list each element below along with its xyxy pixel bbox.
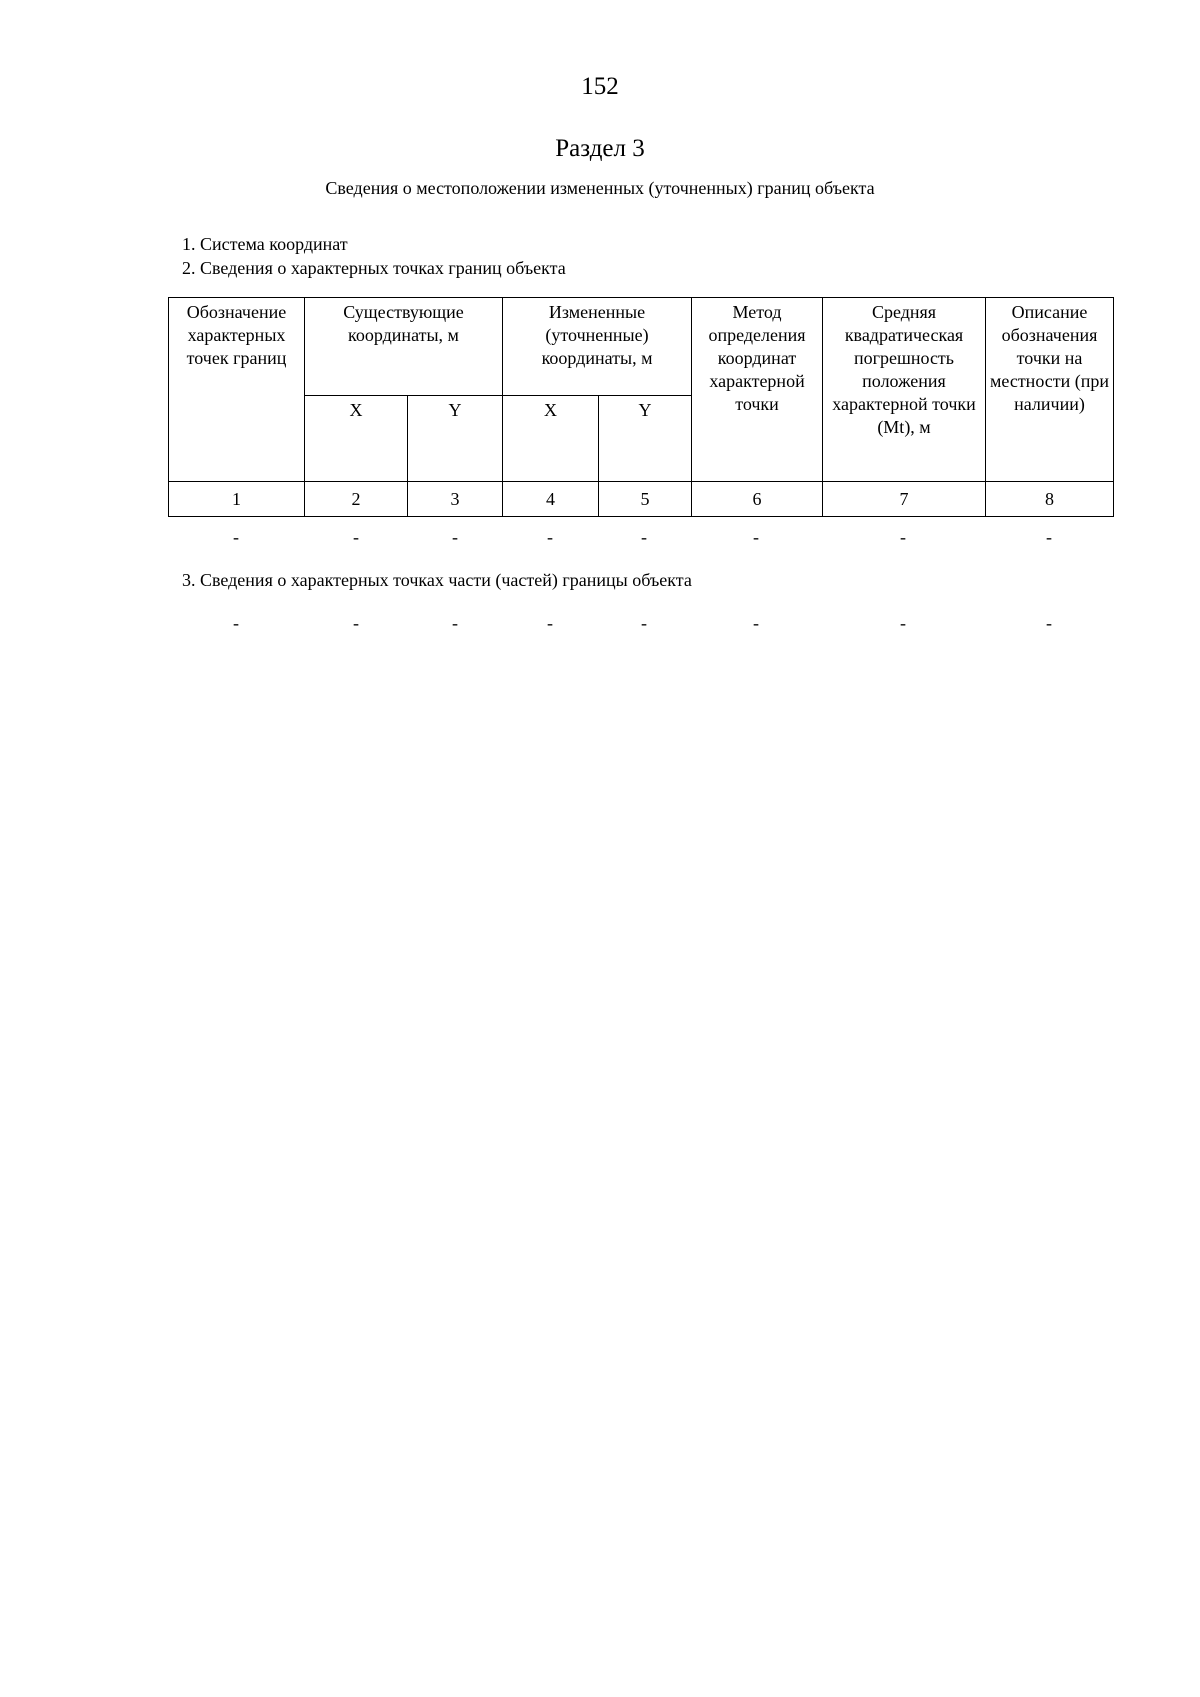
- column-number: 6: [692, 482, 823, 517]
- dash-cell: -: [353, 527, 359, 547]
- column-number: 8: [986, 482, 1114, 517]
- column-number: 2: [305, 482, 408, 517]
- column-number: 7: [823, 482, 986, 517]
- header-existing-coords: Существующие координаты, м: [305, 298, 503, 396]
- dash-cell: -: [641, 527, 647, 547]
- dash-cell: -: [1046, 613, 1052, 633]
- column-number: 1: [169, 482, 305, 517]
- boundary-part-points-item: 3. Сведения о характерных точках части (частей) границы объекта: [182, 570, 692, 590]
- dash-cell: -: [753, 527, 759, 547]
- header-changed-coords: Измененные (уточненные) координаты, м: [503, 298, 692, 396]
- dash-cell: -: [753, 613, 759, 633]
- dash-cell: -: [353, 613, 359, 633]
- section-subtitle: Сведения о местоположении измененных (уточненных) границ объекта: [325, 178, 875, 198]
- boundary-points-item: 2. Сведения о характерных точках границ объекта: [182, 258, 566, 278]
- dash-cell: -: [233, 613, 239, 633]
- column-number: 3: [408, 482, 503, 517]
- dash-cell: -: [233, 527, 239, 547]
- boundary-points-table: [168, 297, 1114, 517]
- page-number: 152: [581, 73, 619, 100]
- header-point-designation: Обозначение характерных точек границ: [169, 298, 305, 482]
- dash-cell: -: [1046, 527, 1052, 547]
- header-existing-y: Y: [408, 396, 503, 482]
- header-changed-x: X: [503, 396, 599, 482]
- header-description: Описание обозначения точки на местности (при наличии): [986, 298, 1114, 482]
- dash-cell: -: [452, 527, 458, 547]
- dash-cell: -: [547, 613, 553, 633]
- dash-cell: -: [641, 613, 647, 633]
- coordinate-system-item: 1. Система координат: [182, 234, 348, 254]
- column-number: 5: [599, 482, 692, 517]
- header-changed-y: Y: [599, 396, 692, 482]
- dash-cell: -: [900, 527, 906, 547]
- header-method: Метод определения координат характерной точки: [692, 298, 823, 482]
- column-number: 4: [503, 482, 599, 517]
- dash-cell: -: [452, 613, 458, 633]
- header-existing-x: X: [305, 396, 408, 482]
- dash-cell: -: [547, 527, 553, 547]
- dash-cell: -: [900, 613, 906, 633]
- header-mean-error: Средняя квадратическая погрешность положения характерной точки (Mt), м: [823, 298, 986, 482]
- section-title: Раздел 3: [555, 135, 645, 162]
- column-numbers-row: [169, 482, 1114, 517]
